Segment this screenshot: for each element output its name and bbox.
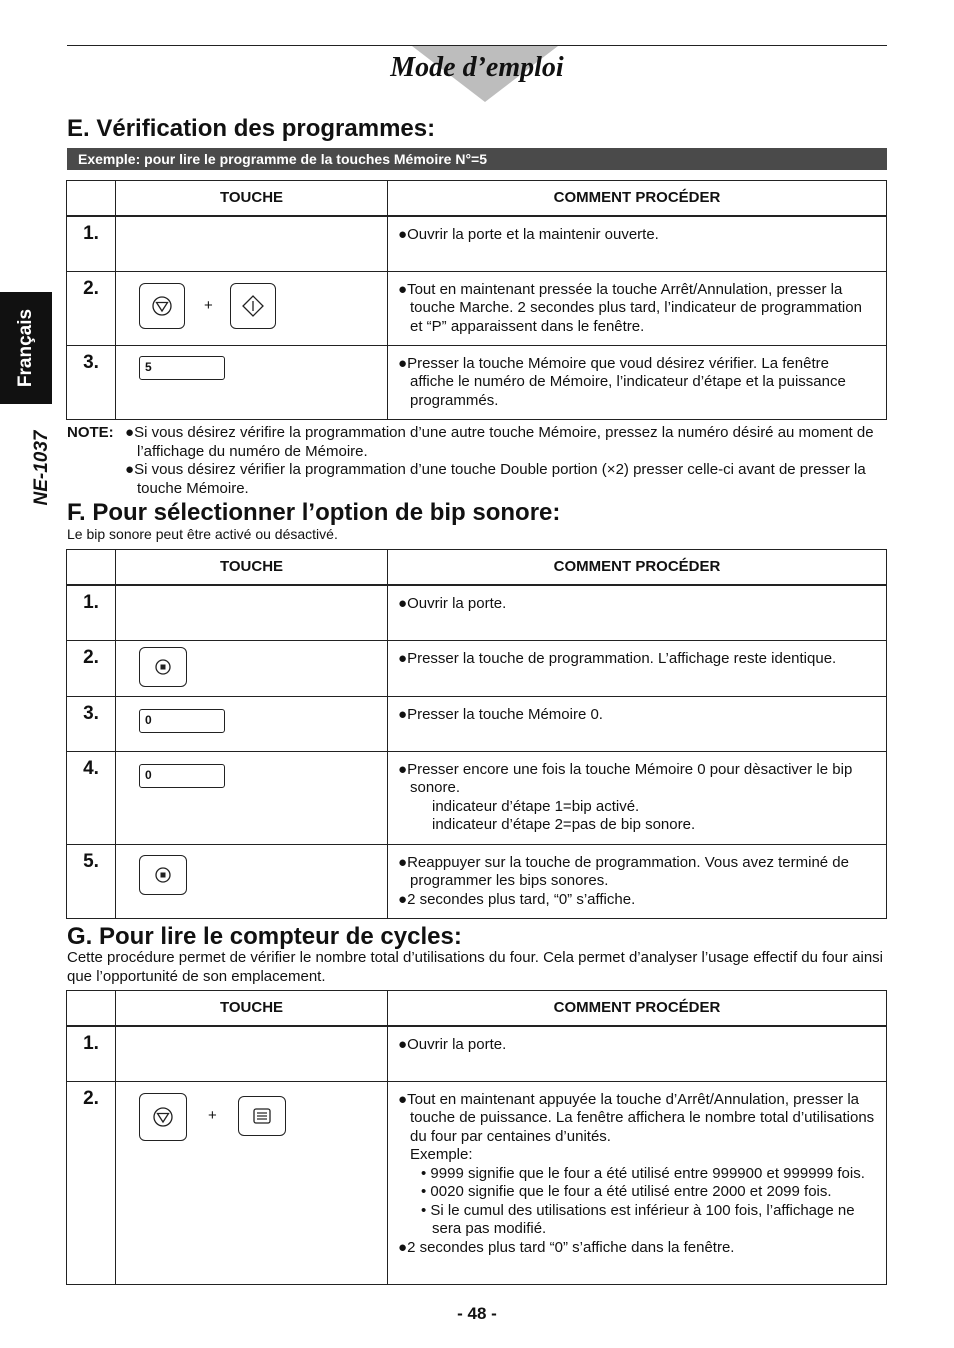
- table-row: [67, 216, 887, 271]
- step-number: 2.: [67, 640, 116, 696]
- table-g: [66, 990, 887, 1285]
- page-title: Mode d’emploi: [390, 52, 564, 83]
- example-item: • Si le cumul des utilisations est inférieur à 100 fois, l’affichage ne sera pas modifié.: [421, 1201, 855, 1237]
- program-icon: [154, 866, 172, 884]
- key-cell: [116, 1026, 388, 1081]
- section-f-intro: Le bip sonore peut être activé ou désactivé.: [67, 526, 338, 542]
- table-row: [67, 271, 887, 345]
- step-number: 1.: [67, 585, 116, 640]
- model-label: NE-1037: [31, 430, 52, 506]
- model-label-wrap: [22, 420, 62, 516]
- step-desc: ●Ouvrir la porte et la maintenir ouverte.: [398, 226, 659, 243]
- key-cell: [116, 271, 388, 345]
- section-f-heading: F. Pour sélectionner l’option de bip sonore:: [67, 499, 561, 526]
- step-detail: indicateur d’étape 2=pas de bip sonore.: [432, 816, 696, 833]
- example-item: • 0020 signifie que le four a été utilisé entre 2000 et 2099 fois.: [421, 1183, 832, 1200]
- section-g-heading: G. Pour lire le compteur de cycles:: [67, 923, 462, 950]
- key-cell: [116, 751, 388, 844]
- stop-reset-button[interactable]: [139, 283, 185, 329]
- step-desc: ●2 secondes plus tard “0” s’affiche dans la fenêtre.: [398, 1238, 735, 1256]
- col-touche: TOUCHE: [116, 991, 388, 1027]
- example-label: Exemple:: [410, 1146, 473, 1163]
- table-row: [67, 844, 887, 918]
- step-number: 5.: [67, 844, 116, 918]
- step-number: 2.: [67, 271, 116, 345]
- key-cell: [116, 216, 388, 271]
- key-cell: [116, 696, 388, 751]
- key-cell: [116, 585, 388, 640]
- step-desc: ●Presser la touche Mémoire que voud désirez vérifier. La fenêtre affiche le numéro de Mémoire, l’indicateur d’étape et la puissance programmés.: [398, 354, 846, 409]
- note-item: ●Si vous désirez vérifire la programmation d’une autre touche Mémoire, pressez la numéro désiré au moment de l’affichage du numéro de Mémoire.: [125, 424, 874, 460]
- step-desc: ●2 secondes plus tard, “0” s’affiche.: [398, 890, 636, 908]
- memory-key-0[interactable]: 0: [139, 764, 225, 788]
- step-detail: indicateur d’étape 1=bip activé.: [432, 797, 640, 815]
- col-num: [67, 550, 116, 586]
- note-item: ●Si vous désirez vérifier la programmation d’une touche Double portion (×2) presser celle-ci avant de presser la touche Mémoire.: [125, 461, 866, 497]
- step-number: 4.: [67, 751, 116, 844]
- start-button[interactable]: [230, 283, 276, 329]
- col-procedure: COMMENT PROCÉDER: [388, 550, 887, 586]
- table-row: [67, 1081, 887, 1284]
- page-number: - 48 -: [457, 1304, 497, 1323]
- program-icon: [154, 658, 172, 676]
- language-tab: [0, 292, 52, 404]
- start-icon: [241, 294, 265, 318]
- program-button[interactable]: [139, 647, 187, 687]
- table-row: [67, 345, 887, 419]
- col-procedure: COMMENT PROCÉDER: [388, 991, 887, 1027]
- step-number: 3.: [67, 345, 116, 419]
- step-desc: ●Presser la touche de programmation. L’affichage reste identique.: [398, 649, 837, 667]
- section-g-intro: Cette procédure permet de vérifier le nombre total d’utilisations du four. Cela permet d’analyser l’usage effectif du four ainsi que l’opportunité de son emplacement.: [67, 949, 883, 985]
- example-bar: [67, 148, 887, 170]
- note-label: NOTE:: [67, 424, 114, 441]
- col-touche: TOUCHE: [116, 181, 388, 217]
- table-row: [67, 751, 887, 844]
- plus-sign: +: [204, 296, 213, 314]
- table-row: [67, 696, 887, 751]
- step-desc: ●Tout en maintenant appuyée la touche d’Arrêt/Annulation, presser la touche de puissance. La fenêtre affichera le nombre total d’utilisations du four par centaines d’unités.: [398, 1090, 875, 1145]
- step-number: 2.: [67, 1081, 116, 1284]
- memory-key-0[interactable]: 0: [139, 709, 225, 733]
- table-row: [67, 640, 887, 696]
- stop-reset-icon: [151, 295, 173, 317]
- table-f: [66, 549, 887, 919]
- power-level-button[interactable]: [238, 1096, 286, 1136]
- col-touche: TOUCHE: [116, 550, 388, 586]
- key-cell: [116, 844, 388, 918]
- table-row: [67, 1026, 887, 1081]
- step-desc: ●Ouvrir la porte.: [398, 1036, 507, 1053]
- language-label: Français: [15, 308, 36, 388]
- section-e-heading: E. Vérification des programmes:: [67, 115, 436, 142]
- table-row: [67, 585, 887, 640]
- step-desc: ●Presser encore une fois la touche Mémoire 0 pour dèsactiver le bip sonore.: [398, 760, 853, 796]
- stop-reset-icon: [152, 1106, 174, 1128]
- step-desc: ●Presser la touche Mémoire 0.: [398, 705, 603, 723]
- example-text: Exemple: pour lire le programme de la touches Mémoire N°=5: [78, 151, 488, 167]
- col-num: [67, 991, 116, 1027]
- step-desc: ●Tout en maintenant pressée la touche Arrêt/Annulation, presser la touche Marche. 2 secondes plus tard, l’indicateur de programmation et “P” apparaissent dans le fenêtre.: [398, 280, 862, 335]
- plus-sign: +: [208, 1106, 217, 1124]
- step-number: 1.: [67, 216, 116, 271]
- table-e: [66, 180, 887, 420]
- note-block: [67, 424, 897, 498]
- memory-key-5[interactable]: 5: [139, 356, 225, 380]
- step-number: 3.: [67, 696, 116, 751]
- step-desc: ●Reappuyer sur la touche de programmation. Vous avez terminé de programmer les bips sonores.: [398, 853, 849, 889]
- example-item: • 9999 signifie que le four a été utilisé entre 999900 et 999999 fois.: [421, 1164, 865, 1182]
- key-cell: [116, 1081, 388, 1284]
- power-level-icon: [252, 1107, 272, 1125]
- key-cell: [116, 640, 388, 696]
- col-num: [67, 181, 116, 217]
- step-desc: ●Ouvrir la porte.: [398, 595, 507, 612]
- col-procedure: COMMENT PROCÉDER: [388, 181, 887, 217]
- stop-reset-button[interactable]: [139, 1093, 187, 1141]
- step-number: 1.: [67, 1026, 116, 1081]
- program-button[interactable]: [139, 855, 187, 895]
- key-cell: [116, 345, 388, 419]
